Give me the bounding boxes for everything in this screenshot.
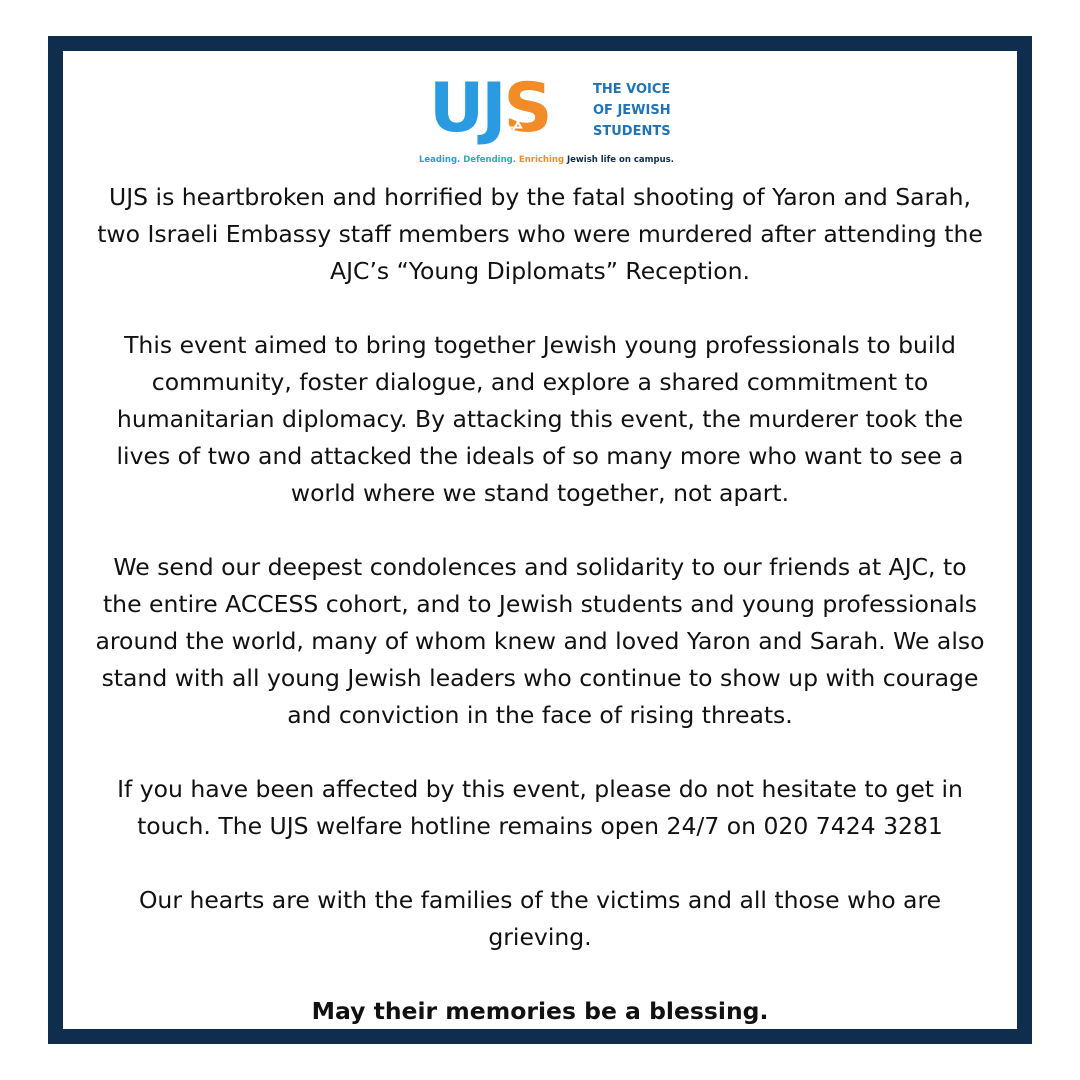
tagline-line-1: THE VOICE <box>593 82 671 97</box>
statement-panel <box>63 51 1017 1029</box>
motto-rest: Jewish life on campus. <box>567 155 674 165</box>
motto-enriching: Enriching <box>518 155 565 165</box>
paragraph-3: We send our deepest condolences and solidarity to our friends at AJC, to the entire ACCESS cohort, and to Jewish students and young professionals around the world, many of whom knew and loved Yaron and Sarah. We also stand with all young Jewish leaders who continue to show up with courage and conviction in the face of rising threats. <box>95 553 985 729</box>
logo-letters <box>429 69 550 148</box>
paragraph-5: Our hearts are with the families of the victims and all those who are grieving. <box>138 886 942 951</box>
logo-motto <box>419 155 674 165</box>
paragraph-1: UJS is heartbroken and horrified by the fatal shooting of Yaron and Sarah, two Israeli Embassy staff members who were murdered after attending the AJC’s “Young Diplomats” Reception. <box>97 183 983 285</box>
closing-line: May their memories be a blessing. <box>311 997 769 1025</box>
statement-body <box>93 179 987 1030</box>
paragraph-4: If you have been affected by this event, please do not hesitate to get in touch. The UJS welfare hotline remains open 24/7 on 020 7424 3281 <box>117 775 963 840</box>
tagline-line-3: STUDENTS <box>593 124 671 139</box>
logo-letter-j: J <box>481 69 504 148</box>
border-frame <box>48 36 1032 1044</box>
tagline-line-2: OF JEWISH <box>593 103 671 118</box>
motto-defending: Defending. <box>463 155 516 165</box>
paragraph-2: This event aimed to bring together Jewish young professionals to build community, foster dialogue, and explore a shared commitment to humanitarian diplomacy. By attacking this event, the murderer took the lives of two and attacked the ideals of so many more who want to see a world where we stand together, not apart. <box>116 331 964 507</box>
motto-leading: Leading. <box>419 155 461 165</box>
star-of-david-icon <box>501 111 523 133</box>
logo-letter-s: S <box>503 69 550 148</box>
ujs-logo <box>419 69 689 173</box>
logo-tagline <box>593 79 713 142</box>
logo-letter-u: U <box>429 69 482 148</box>
